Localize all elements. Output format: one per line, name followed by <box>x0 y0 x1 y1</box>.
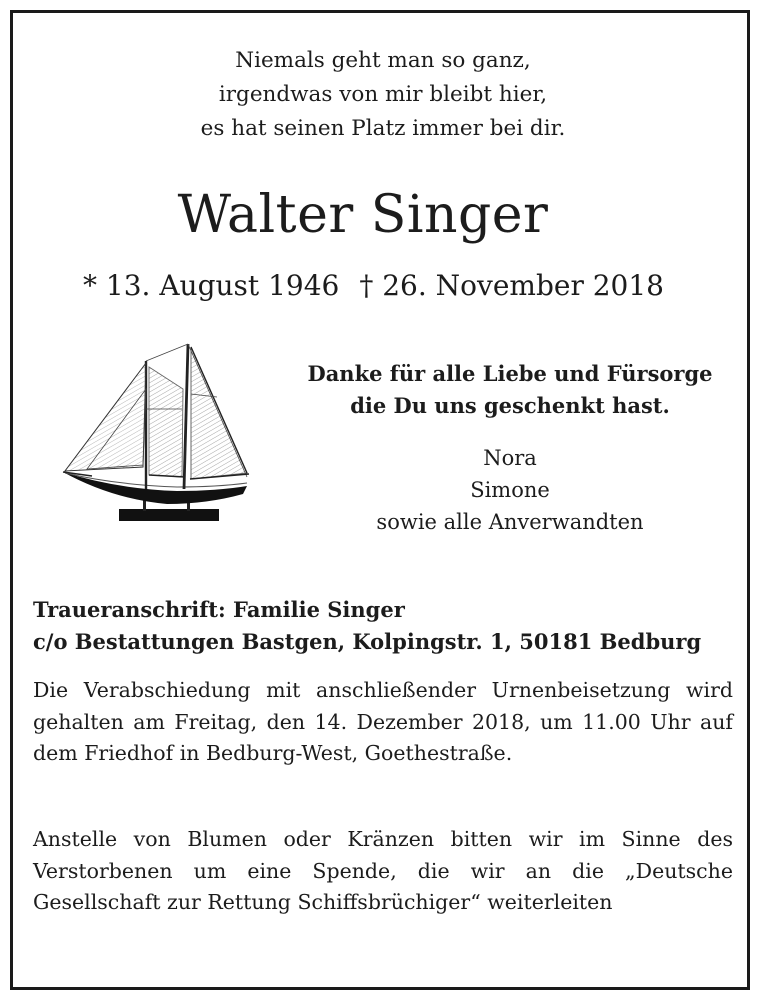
address-line: Traueranschrift: Familie Singer <box>33 597 405 622</box>
thanks-text <box>280 358 740 422</box>
poem-line: es hat seinen Platz immer bei dir. <box>200 116 566 141</box>
thanks-line: Danke für alle Liebe und Fürsorge <box>307 361 713 386</box>
poem-line: irgendwas von mir bleibt hier, <box>218 82 548 107</box>
donation-paragraph: Anstelle von Blumen oder Kränzen bitten wir im Sinne des Verstorbenen um eine Spende, die wir an die „Deutsche Gesellschaft zur Rettung Schiffsbrüchiger“ weiterleiten <box>33 827 733 914</box>
sailing-ship-icon <box>57 339 257 529</box>
signer: sowie alle Anverwandten <box>376 510 644 534</box>
address-line: c/o Bestattungen Bastgen, Kolpingstr. 1, 50181 Bedburg <box>33 629 702 654</box>
signer: Simone <box>470 478 550 502</box>
signers <box>330 442 690 538</box>
birth-date: * 13. August 1946 <box>83 269 340 302</box>
ceremony-paragraph: Die Verabschiedung mit anschließender Urnenbeisetzung wird gehalten am Freitag, den 14. Dezember 2018, um 11.00 Uhr auf dem Friedhof in Bedburg-West, Goethestraße. <box>33 678 733 765</box>
poem-line: Niemals geht man so ganz, <box>235 48 531 73</box>
life-dates <box>83 266 683 306</box>
thanks-line: die Du uns geschenkt hast. <box>350 393 670 418</box>
signer: Nora <box>483 446 537 470</box>
poem <box>100 44 666 146</box>
mourning-address <box>33 594 723 658</box>
deceased-name: Walter Singer <box>177 185 549 245</box>
death-date: † 26. November 2018 <box>359 269 664 302</box>
